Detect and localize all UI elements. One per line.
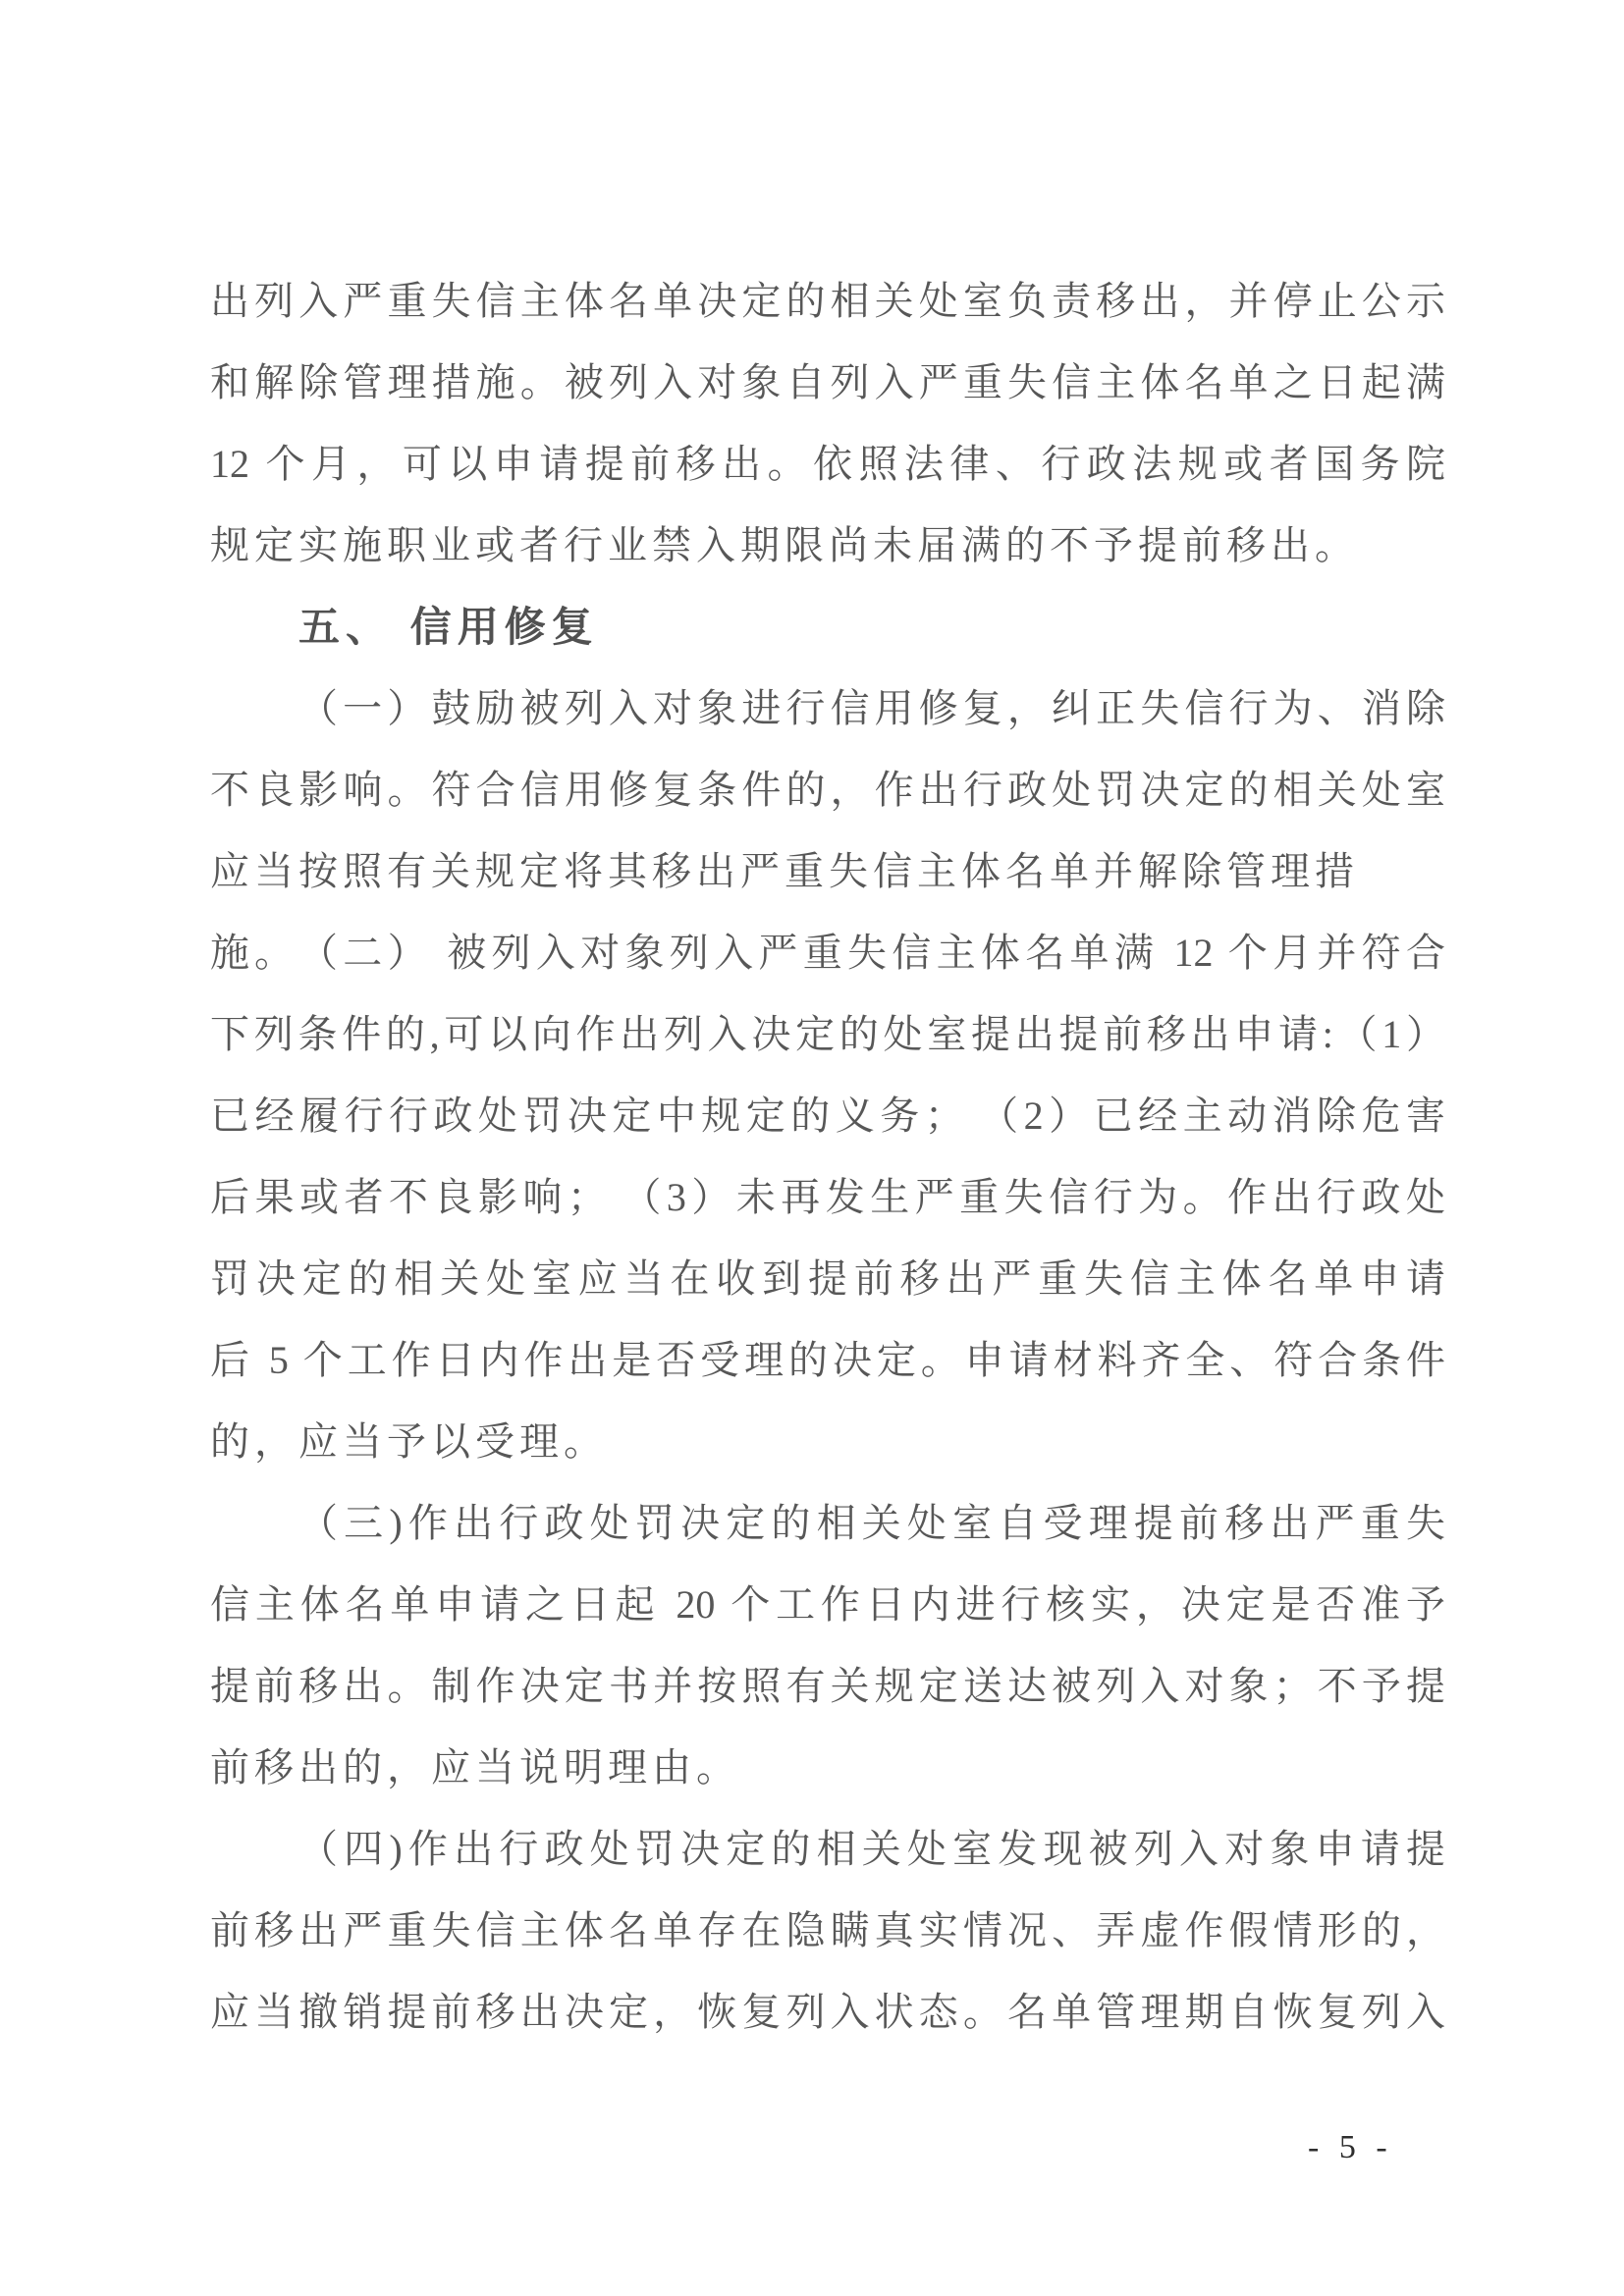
text-line: 12 个月，可以申请提前移出。依照法律、行政法规或者国务院 <box>210 442 1445 486</box>
text-line: 前移出的，应当说明理由。 <box>210 1745 740 1789</box>
text-line: 信主体名单申请之日起 20 个工作日内进行核实，决定是否准予 <box>210 1582 1445 1627</box>
text-line: 罚决定的相关处室应当在收到提前移出严重失信主体名单申请 <box>210 1256 1445 1301</box>
text-line: 前移出严重失信主体名单存在隐瞒真实情况、弄虚作假情形的， <box>210 1908 1445 1952</box>
text-line: 提前移出。制作决定书并按照有关规定送达被列入对象；不予提 <box>210 1664 1445 1708</box>
text-line: 应当按照有关规定将其移出严重失信主体名单并解除管理措施。 <box>210 849 1359 975</box>
text-line: 和解除管理措施。被列入对象自列入严重失信主体名单之日起满 <box>210 360 1445 404</box>
document-body <box>210 260 1445 2053</box>
section-heading: 五、 信用修复 <box>298 604 599 650</box>
text-line: （三)作出行政处罚决定的相关处室自受理提前移出严重失 <box>298 1501 1445 1545</box>
text-line: 后果或者不良影响； （3）未再发生严重失信行为。作出行政处 <box>210 1175 1445 1219</box>
text-line: 下列条件的,可以向作出列入决定的处室提出提前移出申请:（1） <box>210 1012 1445 1056</box>
text-line: 已经履行行政处罚决定中规定的义务； （2）已经主动消除危害 <box>210 1094 1445 1138</box>
text-line: 规定实施职业或者行业禁入期限尚未届满的不予提前移出。 <box>210 523 1359 567</box>
text-line: 出列入严重失信主体名单决定的相关处室负责移出，并停止公示 <box>210 279 1445 323</box>
text-line: （一）鼓励被列入对象进行信用修复，纠正失信行为、消除 <box>298 686 1445 730</box>
text-line: （二） 被列入对象列入严重失信主体名单满 12 个月并符合 <box>298 931 1445 975</box>
text-line: 不良影响。符合信用修复条件的，作出行政处罚决定的相关处室 <box>210 768 1445 812</box>
text-line: 的，应当予以受理。 <box>210 1419 608 1464</box>
text-line: 后 5 个工作日内作出是否受理的决定。申请材料齐全、符合条件 <box>210 1338 1445 1382</box>
page-number: - 5 - <box>1308 2129 1393 2165</box>
text-line: 应当撤销提前移出决定，恢复列入状态。名单管理期自恢复列入 <box>210 1990 1445 2034</box>
text-line: （四)作出行政处罚决定的相关处室发现被列入对象申请提 <box>298 1827 1445 1871</box>
